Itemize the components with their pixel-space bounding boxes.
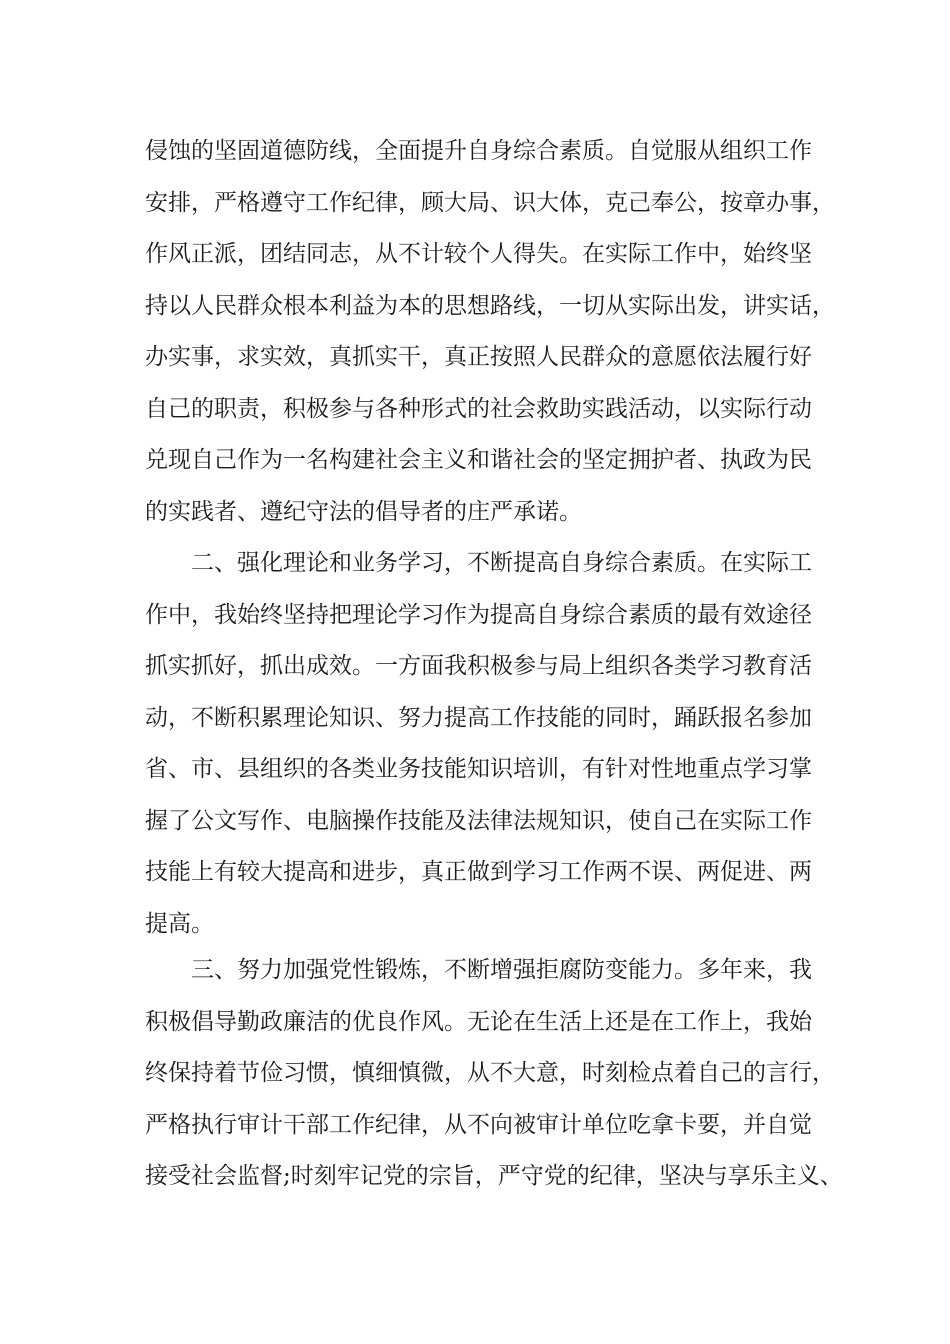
text-line: 侵蚀的坚固道德防线，全面提升自身综合素质。自觉服从组织工作 <box>145 138 812 164</box>
text-line: 二、强化理论和业务学习，不断提高自身综合素质。在实际工 <box>145 550 812 576</box>
text-line: 省、市、县组织的各类业务技能知识培训，有针对性地重点学习掌 <box>145 756 812 782</box>
paragraph-party-discipline <box>145 945 843 1203</box>
text-line: 的实践者、遵纪守法的倡导者的庄严承诺。 <box>145 498 582 525</box>
paragraph-moral-conduct <box>145 126 835 538</box>
text-line: 三、努力加强党性锻炼，不断增强拒腐防变能力。多年来，我 <box>145 957 812 983</box>
text-line: 握了公文写作、电脑操作技能及法律法规知识，使自己在实际工作 <box>145 807 812 834</box>
text-line: 严格执行审计干部工作纪律，从不向被审计单位吃拿卡要，并自觉 <box>145 1111 812 1138</box>
text-line: 抓实抓好，抓出成效。一方面我积极参与局上组织各类学习教育活 <box>145 653 812 679</box>
text-line: 积极倡导勤政廉洁的优良作风。无论在生活上还是在工作上，我始 <box>145 1008 812 1035</box>
text-line: 自己的职责，积极参与各种形式的社会救助实践活动，以实际行动 <box>145 395 812 422</box>
text-line: 兑现自己作为一名构建社会主义和谐社会的坚定拥护者、执政为民 <box>145 447 812 473</box>
text-line: 持以人民群众根本利益为本的思想路线，一切从实际出发，讲实话， <box>145 292 835 319</box>
text-line: 接受社会监督;时刻牢记党的宗旨，严守党的纪律，坚决与享乐主义、 <box>145 1163 843 1189</box>
text-line: 办实事，求实效，真抓实干，真正按照人民群众的意愿依法履行好 <box>145 344 812 370</box>
text-line: 动，不断积累理论知识、努力提高工作技能的同时，踊跃报名参加 <box>145 704 812 731</box>
text-line: 技能上有较大提高和进步，真正做到学习工作两不误、两促进、两 <box>145 859 812 885</box>
text-line: 终保持着节俭习惯，慎细慎微，从不大意，时刻检点着自己的言行， <box>145 1060 835 1086</box>
paragraph-theory-study <box>145 538 825 950</box>
text-line: 作中，我始终坚持把理论学习作为提高自身综合素质的最有效途径 <box>145 601 812 628</box>
text-line: 作风正派，团结同志，从不计较个人得失。在实际工作中，始终坚 <box>145 241 812 267</box>
text-line: 安排，严格遵守工作纪律，顾大局、识大体，克己奉公，按章办事， <box>145 189 835 216</box>
text-line: 提高。 <box>145 910 214 937</box>
